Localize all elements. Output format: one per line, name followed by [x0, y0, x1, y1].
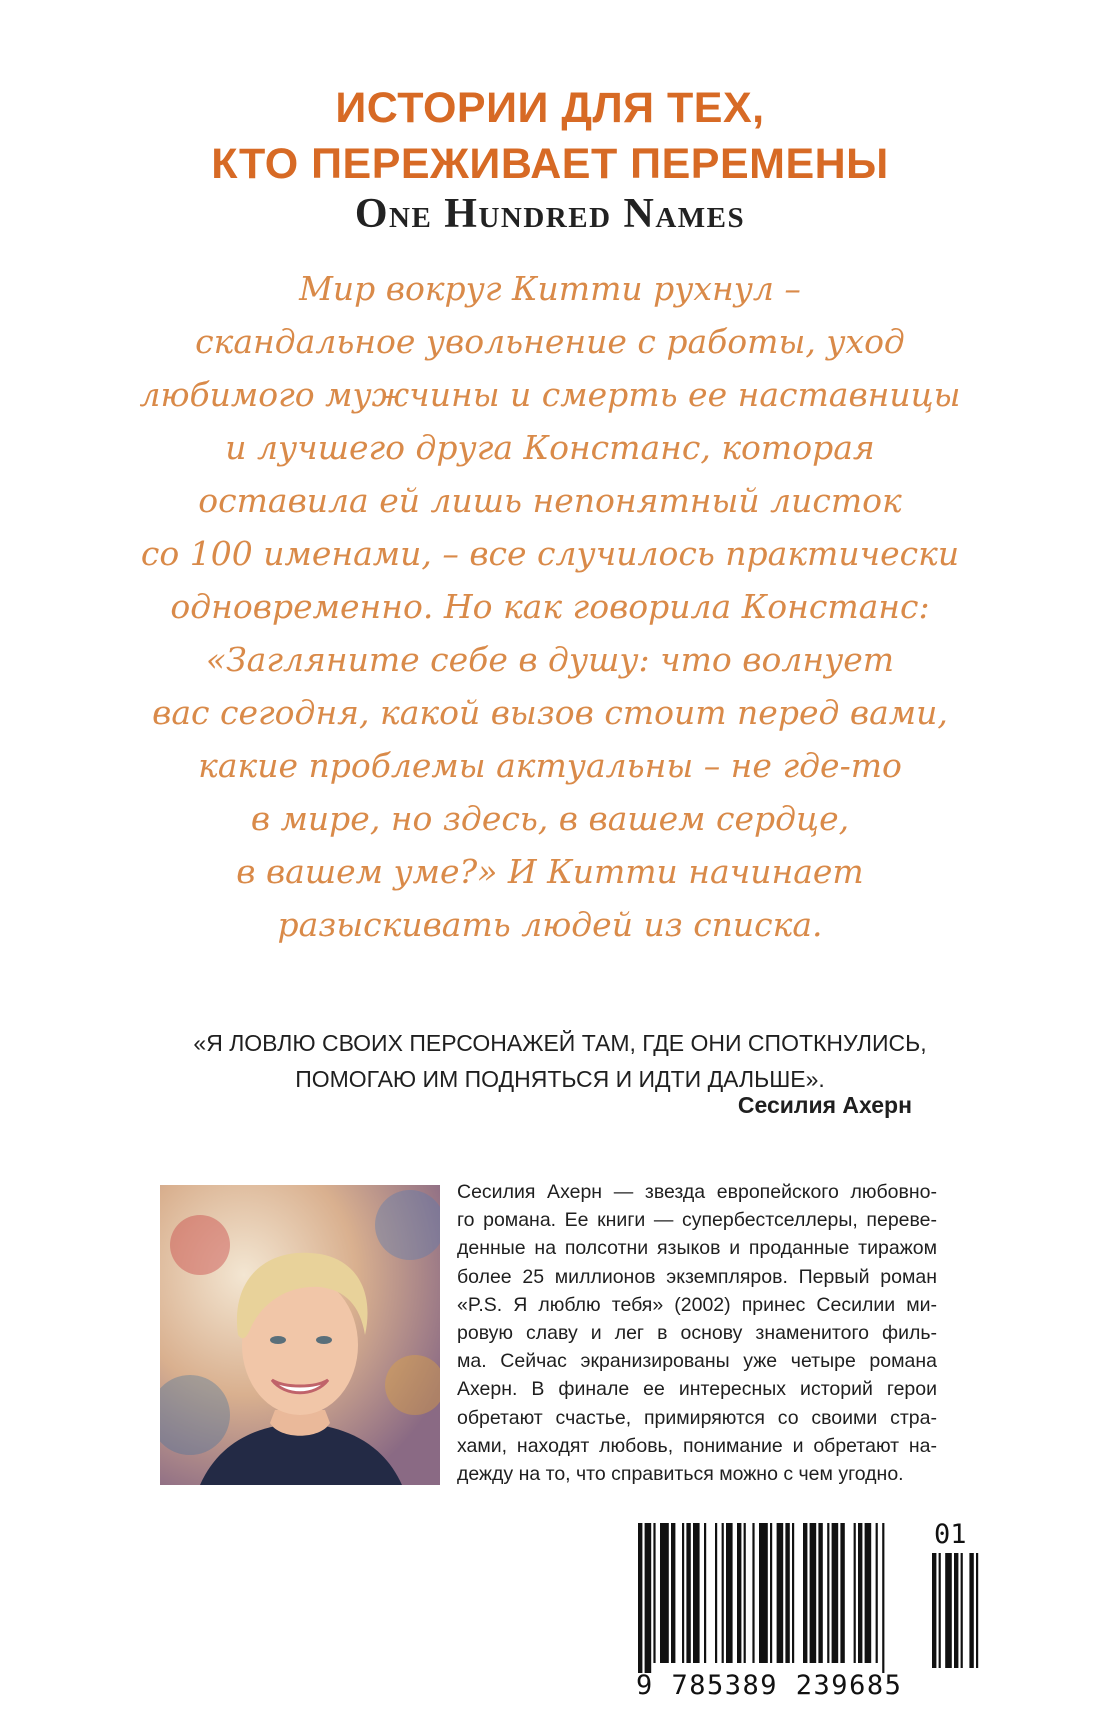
bio-line: Сесилия Ахерн — звезда европейского любовно- [457, 1181, 937, 1203]
barcode-bar [840, 1523, 844, 1663]
barcode-bar [770, 1523, 772, 1663]
original-title: One Hundred Names [354, 191, 746, 237]
barcode-bar [854, 1523, 856, 1663]
barcode-bar [876, 1523, 878, 1663]
bio-line: ма. Сейчас экранизированы уже четыре романа [457, 1350, 937, 1373]
barcode-bar [865, 1523, 872, 1663]
bio-line: дежду на то, что справиться можно с чем угодно. [457, 1463, 904, 1486]
barcode-bar [858, 1523, 862, 1663]
isbn-barcode [636, 1519, 986, 1701]
barcode-addon-bar [945, 1553, 952, 1668]
author-quote-line2: ПОМОГАЮ ИМ ПОДНЯТЬСЯ И ИДТИ ДАЛЬШЕ». [295, 1066, 825, 1092]
barcode-bar [752, 1523, 754, 1663]
barcode-addon-bar [954, 1553, 958, 1668]
bio-line: «P.S. Я люблю тебя» (2002) принес Сесилии ми- [457, 1293, 937, 1316]
bio-line: хами, находят любовь, понимание и обретают на- [457, 1434, 937, 1457]
quote-author: Сесилия Ахерн [737, 1092, 912, 1118]
barcode-bar [686, 1523, 690, 1663]
blurb-line: Мир вокруг Китти рухнул – [299, 269, 801, 308]
bio-line: Ахерн. В финале ее интересных историй герои [457, 1378, 937, 1401]
author-bio [457, 1178, 937, 1488]
barcode-bar [682, 1523, 684, 1663]
blurb-line: вас сегодня, какой вызов стоит перед вами, [152, 693, 948, 732]
blurb-line: скандальное увольнение с работы, уход [195, 322, 905, 361]
barcode-bar [777, 1523, 784, 1663]
blurb-line: разыскивать людей из списка. [277, 905, 823, 944]
barcode-addon-bar [939, 1553, 941, 1668]
barcode-bar [882, 1523, 884, 1673]
blurb-line: одновременно. Но как говорила Констанс: [170, 587, 930, 626]
barcode-addon-bar [969, 1553, 973, 1668]
barcode-bar [759, 1523, 768, 1663]
barcode-bar [818, 1523, 822, 1663]
barcode-bar [810, 1523, 817, 1663]
barcode-bar [827, 1523, 829, 1663]
author-quote [160, 1025, 960, 1097]
bio-line: более 25 миллионов экземпляров. Первый роман [457, 1265, 937, 1288]
barcode-digits: 9 785389 239685 [636, 1670, 903, 1701]
barcode-addon-bar [932, 1553, 936, 1668]
barcode-bar [645, 1523, 652, 1673]
series-headline-line2: КТО ПЕРЕЖИВАЕТ ПЕРЕМЕНЫ [211, 140, 889, 188]
barcode-bar [785, 1523, 789, 1663]
blurb-line: «Загляните себе в душу: что волнует [205, 640, 895, 679]
blurb-line: оставила ей лишь непонятный листок [198, 481, 902, 520]
barcode-addon-bar [961, 1553, 963, 1668]
barcode-bar [693, 1523, 700, 1663]
blurb-line: в вашем уме?» И Китти начинает [236, 852, 864, 891]
barcode-addon-bar [976, 1553, 978, 1668]
author-quote-line1: «Я ЛОВЛЮ СВОИХ ПЕРСОНАЖЕЙ ТАМ, ГДЕ ОНИ СПОТКНУЛИСЬ, [193, 1030, 927, 1056]
blurb-line: и лучшего друга Констанс, которая [225, 428, 875, 467]
blurb-line: какие проблемы актуальны – не где-то [198, 746, 902, 785]
blurb [130, 262, 970, 951]
barcode-bar [722, 1523, 724, 1663]
barcode-addon-digits: 01 [934, 1519, 967, 1550]
barcode-bar [638, 1523, 642, 1673]
author-photo [160, 1185, 440, 1485]
barcode-bar [715, 1523, 717, 1663]
blurb-line: в мире, но здесь, в вашем сердце, [250, 799, 850, 838]
barcode-bar [832, 1523, 839, 1663]
bio-line: ровую славу и лег в основу знаменитого филь- [457, 1322, 937, 1345]
bio-line: го романа. Ее книги — супербестселлеры, переве- [457, 1209, 937, 1232]
barcode-bar [803, 1523, 807, 1663]
barcode-bar [792, 1523, 794, 1663]
barcode-bar [737, 1523, 741, 1663]
blurb-line: со 100 именами, – все случилось практически [140, 534, 960, 573]
barcode-bar [660, 1523, 669, 1663]
barcode-bar [671, 1523, 675, 1663]
series-headline-line1: ИСТОРИИ ДЛЯ ТЕХ, [335, 84, 765, 132]
blurb-line: любимого мужчины и смерть ее наставницы [139, 375, 961, 414]
barcode-bar [744, 1523, 746, 1663]
bio-line: обретают счастье, примиряются со своими стра- [457, 1406, 937, 1429]
author-portrait-image [160, 1185, 440, 1485]
series-headline [0, 80, 1100, 192]
barcode-bar [704, 1523, 706, 1663]
barcode-bar [653, 1523, 655, 1663]
bio-line: денные на полсотни языков и проданные тиражом [457, 1237, 937, 1260]
barcode-bar [726, 1523, 733, 1663]
